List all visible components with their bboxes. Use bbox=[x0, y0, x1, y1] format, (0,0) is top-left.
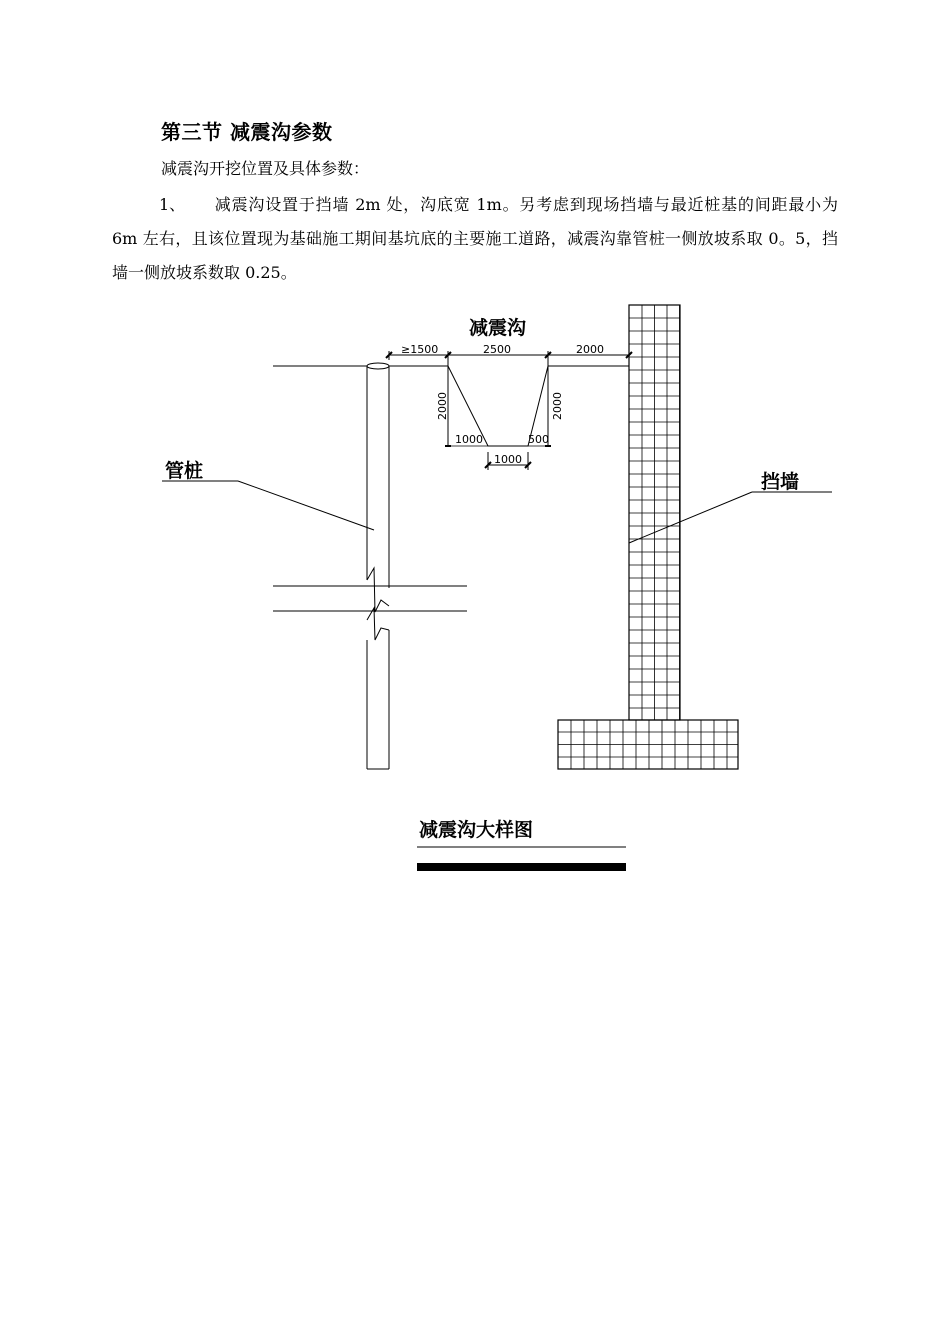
dim-slope-left: 1000 bbox=[455, 433, 483, 446]
trench-label: 减震沟 bbox=[469, 317, 527, 339]
pile-leader-line bbox=[238, 481, 374, 530]
pile-label: 管桩 bbox=[165, 460, 204, 482]
dim-bottom-width: 1000 bbox=[494, 453, 522, 466]
dim-pile-gap: ≥1500 bbox=[401, 343, 439, 356]
diagram-caption: 减震沟大样图 bbox=[419, 819, 534, 841]
dim-slope-right: 500 bbox=[528, 433, 549, 446]
dim-depth-left: 2000 bbox=[436, 392, 449, 420]
dim-depth-right: 2000 bbox=[551, 392, 564, 420]
retaining-wall bbox=[558, 305, 738, 769]
item-number: 1、 bbox=[159, 195, 186, 214]
dim-wall-gap: 2000 bbox=[576, 343, 604, 356]
caption-thick-rule bbox=[417, 863, 626, 871]
intro-text: 减震沟开挖位置及具体参数： bbox=[161, 159, 370, 178]
wall-label: 挡墙 bbox=[761, 471, 800, 493]
pipe-pile bbox=[367, 363, 389, 769]
section-heading: 第三节 减震沟参数 bbox=[161, 120, 333, 144]
item-text: 减震沟设置于挡墙 2m 处，沟底宽 1m。另考虑到现场挡墙与最近桩基的间距最小为 6m 左右，且该位置现为基础施工期间基坑底的主要施工道路，减震沟靠管桩一侧放坡系取 0。5，挡墙一侧放坡系数取 0.25。 bbox=[112, 195, 838, 282]
dim-top-width: 2500 bbox=[483, 343, 511, 356]
